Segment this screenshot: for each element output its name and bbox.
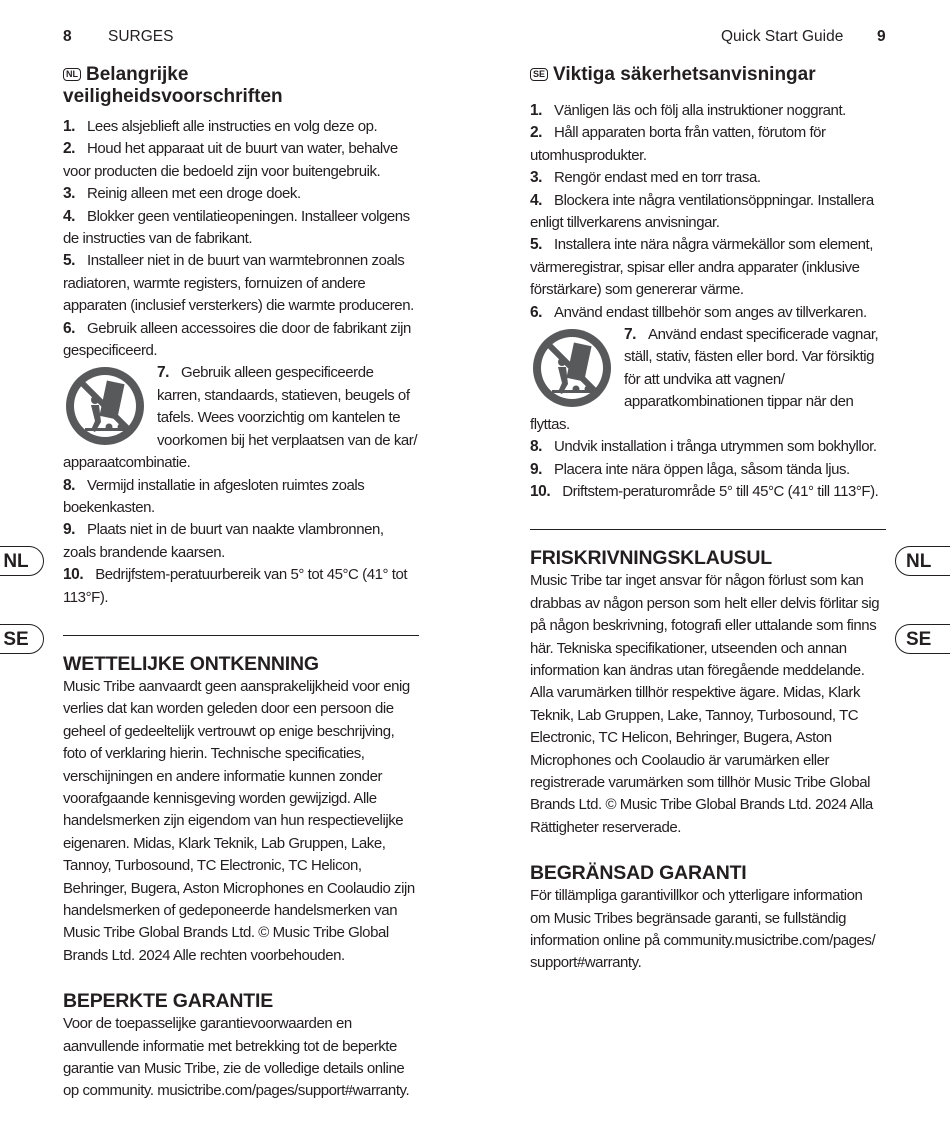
list-item: 6. Använd endast tillbehör som anges av tillverkaren. (530, 303, 867, 321)
list-item: 7. Gebruik alleen gespecificeerde karren, standaards, statieven, beugels of tafels. Wees voorzichtig om kantelen te voorkomen bij het verplaatsen van de kar/ apparaatcombinatie. (63, 364, 418, 472)
list-item: 3. Rengör endast med en torr trasa. (530, 169, 761, 187)
cart-tip-over-warning-icon (530, 326, 614, 410)
list-item: 1. Vänligen läs och följ alla instruktioner noggrant. (530, 102, 846, 119)
tab-se-right[interactable]: SE (895, 624, 950, 654)
tab-nl-left[interactable]: NL (0, 546, 44, 576)
right-page-number: 9 (877, 28, 886, 45)
nl-safety-list (63, 116, 419, 609)
list-item: 10. Driftstem-peraturområde 5° till 45°C (41° till 113°F). (530, 482, 879, 500)
list-item: 4. Blokker geen ventilatieopeningen. Installeer volgens de instructies van de fabrikant. (63, 207, 410, 248)
cart-tip-over-warning-icon (63, 364, 147, 448)
se-warranty-text: För tillämpliga garantivillkor och ytterligare information om Music Tribes begränsade garanti, se fullständig information online på community.musictribe.com/pages/ support#warranty. (530, 887, 876, 972)
nl-language-badge: NL (63, 68, 81, 81)
se-disclaimer-title: FRISKRIVNINGSKLAUSUL (530, 547, 772, 570)
list-item: 8. Vermijd installatie in afgesloten ruimtes zoals boekenkasten. (63, 476, 365, 516)
nl-disclaimer-text: Music Tribe aanvaardt geen aansprakelijkheid voor enig verlies dat kan worden geleden door een persoon die geheel of gedeeltelijk vertrouwt op enige beschrijving, foto of verklaring hierin. Technische specificaties, verschijningen en andere informatie kunnen zonder voorafgaande kennisgeving worden gewijzigd. Alle handelsmerken zijn eigendom van hun respectievelijke eigenaren. Midas, Klark Teknik, Lab Gruppen, Lake, Tannoy, Turbosound, TC Electronic, TC Helicon, Behringer, Bugera, Aston Microphones en Coolaudio zijn handelsmerken of gedeponeerde handelsmerken van Music Tribe Global Brands Ltd. © Music Tribe Global Brands Ltd. 2024 Alle rechten voorbehouden. (63, 677, 415, 964)
tab-nl-right[interactable]: NL (895, 546, 950, 576)
nl-warranty-title: BEPERKTE GARANTIE (63, 990, 274, 1013)
list-item: 6. Gebruik alleen accessoires die door de fabrikant zijn gespecificeerd. (63, 319, 411, 360)
se-safety-list (530, 100, 886, 503)
left-page-number: 8 (63, 28, 72, 45)
list-item: 5. Installeer niet in de buurt van warmtebronnen zoals radiatoren, warmte registers, fornuizen of andere apparaten (inclusief versterkers) die warmte produceren. (63, 252, 414, 315)
right-running-title: Quick Start Guide (721, 28, 844, 45)
list-item: 9. Placera inte nära öppen låga, såsom tända ljus. (530, 460, 850, 478)
list-item: 10. Bedrijfstem-peratuurbereik van 5° tot 45°C (41° tot 113°F). (63, 566, 408, 606)
section-divider (530, 529, 886, 530)
section-divider (63, 635, 419, 636)
nl-safety-title (63, 64, 419, 108)
list-item: 8. Undvik installation i trånga utrymmen som bokhyllor. (530, 438, 877, 456)
se-language-badge: SE (530, 68, 548, 81)
nl-title-line1: Belangrijke (86, 64, 189, 85)
list-item: 3. Reinig alleen met een droge doek. (63, 185, 301, 203)
list-item: 7. Använd endast specificerade vagnar, ställ, stativ, fästen eller bord. Var försiktig för att undvika att vagnen/ apparatkombinationen tippar när den flyttas. (530, 326, 879, 433)
se-title-text: Viktiga säkerhetsanvisningar (553, 64, 816, 85)
nl-warranty-text: Voor de toepasselijke garantievoorwaarden en aanvullende informatie met betrekking tot de beperkte garantie van Music Tribe, zie de volledige details online op community. musictribe.com/pages/support#warranty. (63, 1015, 410, 1100)
nl-title-line2: veiligheidsvoorschriften (63, 86, 283, 107)
list-item: 9. Plaats niet in de buurt van naakte vlambronnen, zoals brandende kaarsen. (63, 521, 384, 561)
list-item: 2. Houd het apparaat uit de buurt van water, behalve voor producten die bedoeld zijn voor buitengebruik. (63, 140, 398, 180)
list-item: 5. Installera inte nära några värmekällor som element, värmeregistrar, spisar eller andra apparater (inklusive förstärkare) som genererar värme. (530, 236, 873, 299)
se-safety-title (530, 64, 886, 86)
list-item: 1. Lees alsjeblieft alle instructies en volg deze op. (63, 118, 378, 135)
swedish-column (530, 64, 886, 975)
tab-se-left[interactable]: SE (0, 624, 44, 654)
list-item: 2. Håll apparaten borta från vatten, förutom för utomhusprodukter. (530, 124, 826, 164)
se-disclaimer-text: Music Tribe tar inget ansvar för någon förlust som kan drabbas av någon person som helt eller delvis förlitar sig på någon beskrivning, fotografi eller uttalande som finns här. Tekniska specifikationer, utseenden och annan information kan ändras utan föregående meddelande. Alla varumärken tillhör respektive ägare. Midas, Klark Teknik, Lab Gruppen, Lake, Tannoy, Turbosound, TC Electronic, TC Helicon, Behringer, Bugera, Aston Microphones och Coolaudio är varumärken eller registrerade varumärken som tillhör Music Tribe Global Brands Ltd. © Music Tribe Global Brands Ltd. 2024 Alla Rättigheter reserverade. (530, 572, 880, 836)
nl-disclaimer-title: WETTELIJKE ONTKENNING (63, 652, 319, 675)
se-warranty-title: BEGRÄNSAD GARANTI (530, 862, 747, 885)
dutch-column (63, 64, 419, 1103)
list-item: 4. Blockera inte några ventilationsöppningar. Installera enligt tillverkarens anvisningar. (530, 191, 874, 232)
left-running-title: SURGES (108, 28, 174, 45)
